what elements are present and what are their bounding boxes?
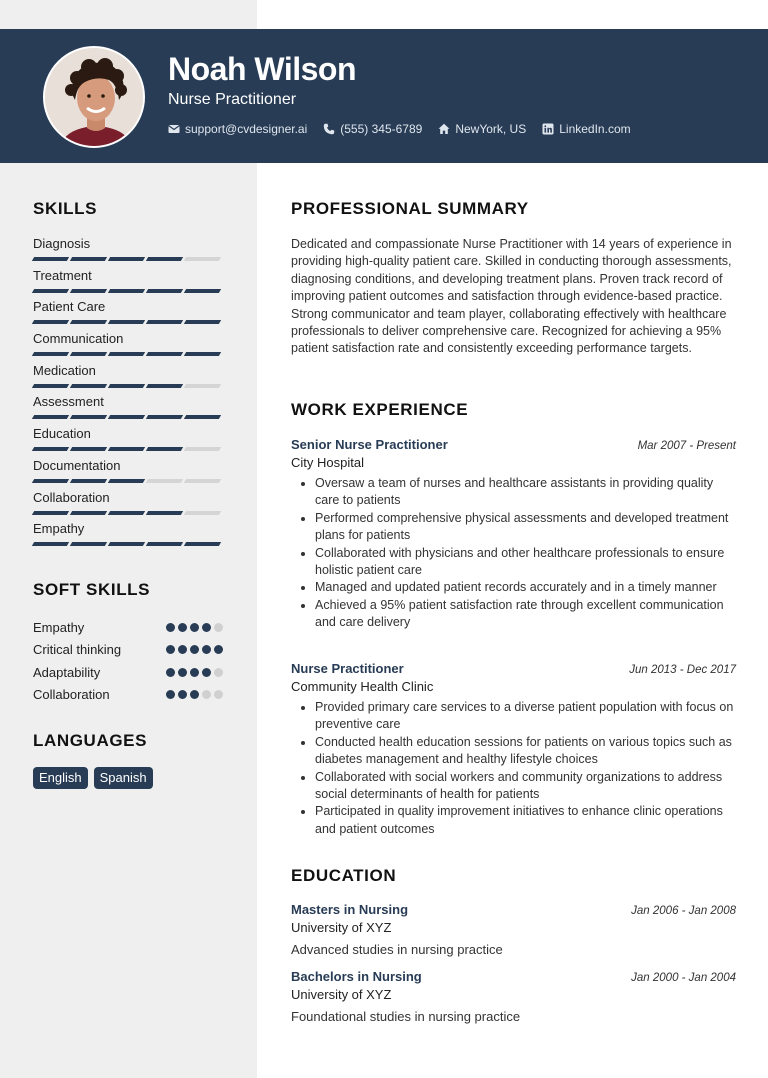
skill-level-bar — [33, 479, 223, 483]
skill-name: Empathy — [33, 521, 85, 537]
job-bullet: Provided primary care services to a diverse patient population with focus on preventive care — [315, 699, 736, 734]
skills-list — [33, 236, 223, 553]
phone-icon — [323, 123, 335, 135]
skill-level-segment — [184, 447, 221, 451]
job-bullets — [291, 699, 736, 838]
skill-item — [33, 363, 223, 395]
skill-level-segment — [146, 415, 183, 419]
rating-dot — [190, 645, 199, 654]
contact-location-text: NewYork, US — [455, 122, 527, 136]
skill-level-segment — [70, 384, 107, 388]
contact-location — [438, 122, 526, 136]
degree-title: Masters in Nursing — [291, 902, 409, 917]
languages-list — [33, 767, 153, 789]
skill-name: Diagnosis — [33, 236, 91, 251]
skill-level-segment — [32, 289, 69, 293]
job-bullets — [291, 475, 736, 632]
job-title: Nurse Practitioner — [291, 661, 404, 676]
soft-skill-rating — [166, 623, 223, 632]
skill-item — [33, 331, 223, 363]
skill-level-segment — [32, 257, 69, 261]
skills-heading: SKILLS — [33, 199, 98, 218]
skill-level-segment — [146, 384, 183, 388]
skill-level-segment — [146, 447, 183, 451]
contact-phone[interactable] — [323, 122, 422, 136]
contact-row — [168, 122, 631, 136]
skill-level-segment — [108, 542, 145, 546]
job-entry — [291, 661, 736, 838]
skill-name: Assessment — [33, 394, 104, 410]
skill-level-segment — [108, 447, 145, 451]
skill-level-segment — [146, 320, 183, 324]
contact-linkedin-text: LinkedIn.com — [559, 122, 631, 136]
job-bullet: Performed comprehensive physical assessments and developed treatment plans for patients — [315, 510, 736, 545]
skill-item — [33, 394, 223, 426]
skill-level-segment — [108, 384, 145, 388]
education-entry — [291, 902, 736, 957]
rating-dot — [178, 668, 187, 677]
rating-dot — [166, 668, 175, 677]
contact-email[interactable] — [168, 122, 307, 136]
education-date: Jan 2000 - Jan 2004 — [631, 972, 736, 984]
skill-item — [33, 490, 223, 522]
rating-dot — [166, 623, 175, 632]
candidate-title: Nurse Practitioner — [168, 91, 297, 108]
rating-dot — [214, 690, 223, 699]
skill-level-segment — [70, 352, 107, 356]
skill-level-bar — [33, 257, 223, 261]
job-entry — [291, 437, 736, 632]
skill-level-segment — [32, 542, 69, 546]
rating-dot — [190, 623, 199, 632]
soft-skill-item — [33, 661, 223, 684]
skill-level-segment — [108, 352, 145, 356]
skill-level-segment — [32, 320, 69, 324]
skill-level-segment — [146, 511, 183, 515]
job-bullet: Oversaw a team of nurses and healthcare assistants in providing quality care to patients — [315, 475, 736, 510]
rating-dot — [178, 690, 187, 699]
soft-skill-item — [33, 639, 223, 662]
soft-skill-rating — [166, 668, 223, 677]
linkedin-icon — [542, 123, 554, 135]
avatar — [43, 46, 145, 148]
rating-dot — [202, 668, 211, 677]
soft-skill-name: Adaptability — [33, 664, 101, 680]
skill-level-segment — [70, 511, 107, 515]
job-bullet: Collaborated with social workers and community organizations to address social determinants of health for patients — [315, 769, 736, 804]
skill-level-segment — [184, 257, 221, 261]
rating-dot — [202, 690, 211, 699]
language-badge: Spanish — [94, 767, 153, 789]
summary-text: Dedicated and compassionate Nurse Practitioner with 14 years of experience in providing high-quality patient care. Skilled in conducting thorough assessments, diagnosing conditions, and developing treatment plans. Proven track record of improving patient outcomes and satisfaction through evidence-based practice. Strong communicator and team player, collaborating effectively with healthcare professionals to deliver comprehensive care. Recognized for achieving a 95% patient satisfaction rate and consistently exceeding performance targets. — [291, 237, 732, 356]
skill-name: Documentation — [33, 457, 121, 473]
skill-level-segment — [70, 479, 107, 483]
skill-level-segment — [32, 447, 69, 451]
skill-level-segment — [184, 384, 221, 388]
soft-skills-heading: SOFT SKILLS — [33, 580, 151, 599]
skill-level-segment — [184, 289, 221, 293]
job-bullet: Collaborated with physicians and other healthcare professionals to ensure holistic patient care — [315, 545, 736, 580]
summary-heading: PROFESSIONAL SUMMARY — [291, 199, 529, 218]
school-name: University of XYZ — [291, 920, 392, 935]
skill-level-segment — [108, 511, 145, 515]
job-date: Jun 2013 - Dec 2017 — [629, 664, 736, 676]
skill-item — [33, 458, 223, 490]
education-description: Foundational studies in nursing practice — [291, 1009, 521, 1024]
skill-level-segment — [184, 542, 221, 546]
skill-level-segment — [70, 447, 107, 451]
job-bullet: Conducted health education sessions for patients on various topics such as diabetes management and healthy lifestyle choices — [315, 734, 736, 769]
envelope-icon — [168, 123, 180, 135]
skill-level-segment — [184, 415, 221, 419]
skill-item — [33, 299, 223, 331]
skill-level-bar — [33, 320, 223, 324]
soft-skill-rating — [166, 645, 223, 654]
skill-level-segment — [108, 479, 145, 483]
skill-name: Medication — [33, 362, 96, 378]
skill-level-segment — [146, 257, 183, 261]
skill-level-bar — [33, 447, 223, 451]
skill-level-segment — [32, 384, 69, 388]
school-name: University of XYZ — [291, 987, 392, 1002]
skill-level-segment — [108, 415, 145, 419]
job-organization: Community Health Clinic — [291, 679, 434, 694]
rating-dot — [214, 668, 223, 677]
skill-level-segment — [146, 289, 183, 293]
rating-dot — [166, 690, 175, 699]
resume-header — [0, 29, 768, 163]
degree-title: Bachelors in Nursing — [291, 969, 422, 984]
rating-dot — [214, 623, 223, 632]
job-organization: City Hospital — [291, 455, 364, 470]
rating-dot — [190, 668, 199, 677]
skill-level-segment — [184, 320, 221, 324]
education-entry — [291, 969, 736, 1024]
soft-skill-rating — [166, 690, 223, 699]
contact-email-text: support@cvdesigner.ai — [185, 122, 308, 136]
rating-dot — [202, 645, 211, 654]
skill-level-segment — [70, 320, 107, 324]
skill-level-segment — [146, 352, 183, 356]
rating-dot — [178, 623, 187, 632]
skill-level-segment — [146, 479, 183, 483]
home-icon — [438, 123, 450, 135]
education-description: Advanced studies in nursing practice — [291, 942, 503, 957]
skill-name: Patient Care — [33, 299, 106, 315]
skill-level-bar — [33, 289, 223, 293]
contact-phone-text: (555) 345-6789 — [340, 122, 423, 136]
skill-item — [33, 236, 223, 268]
job-date: Mar 2007 - Present — [637, 440, 736, 452]
job-title: Senior Nurse Practitioner — [291, 437, 448, 452]
rating-dot — [202, 623, 211, 632]
skill-level-segment — [108, 257, 145, 261]
language-badge: English — [33, 767, 88, 789]
skill-item — [33, 268, 223, 300]
skill-level-bar — [33, 415, 223, 419]
skill-level-segment — [32, 415, 69, 419]
education-date: Jan 2006 - Jan 2008 — [631, 905, 736, 917]
skill-name: Treatment — [33, 267, 92, 283]
skill-item — [33, 521, 223, 553]
skill-level-segment — [70, 415, 107, 419]
soft-skills-list — [33, 616, 223, 706]
soft-skill-name: Critical thinking — [33, 642, 122, 658]
skill-level-segment — [184, 352, 221, 356]
job-bullet: Achieved a 95% patient satisfaction rate through excellent communication and care delivery — [315, 597, 736, 632]
rating-dot — [178, 645, 187, 654]
skill-level-segment — [184, 479, 221, 483]
soft-skill-item — [33, 684, 223, 707]
skill-level-segment — [70, 542, 107, 546]
languages-heading: LANGUAGES — [33, 731, 148, 750]
soft-skill-name: Empathy — [33, 619, 85, 635]
skill-item — [33, 426, 223, 458]
skill-level-segment — [32, 479, 69, 483]
rating-dot — [190, 690, 199, 699]
skill-level-segment — [108, 320, 145, 324]
contact-linkedin[interactable] — [542, 122, 630, 136]
rating-dot — [166, 645, 175, 654]
skill-level-segment — [146, 542, 183, 546]
skill-level-segment — [184, 511, 221, 515]
rating-dot — [214, 645, 223, 654]
job-bullet: Participated in quality improvement initiatives to enhance clinic operations and patient outcomes — [315, 803, 736, 838]
skill-level-bar — [33, 511, 223, 515]
skill-level-segment — [70, 257, 107, 261]
skill-level-bar — [33, 384, 223, 388]
experience-heading: WORK EXPERIENCE — [291, 400, 469, 419]
education-heading: EDUCATION — [291, 866, 397, 885]
soft-skill-item — [33, 616, 223, 639]
soft-skill-name: Collaboration — [33, 687, 110, 703]
skill-level-segment — [32, 352, 69, 356]
skill-name: Collaboration — [33, 489, 110, 505]
skill-name: Communication — [33, 331, 124, 347]
skill-level-bar — [33, 542, 223, 546]
skill-level-segment — [70, 289, 107, 293]
skill-level-segment — [32, 511, 69, 515]
skill-name: Education — [33, 426, 91, 442]
skill-level-segment — [108, 289, 145, 293]
job-bullet: Managed and updated patient records accurately and in a timely manner — [315, 579, 736, 596]
skill-level-bar — [33, 352, 223, 356]
candidate-name: Noah Wilson — [168, 51, 356, 87]
